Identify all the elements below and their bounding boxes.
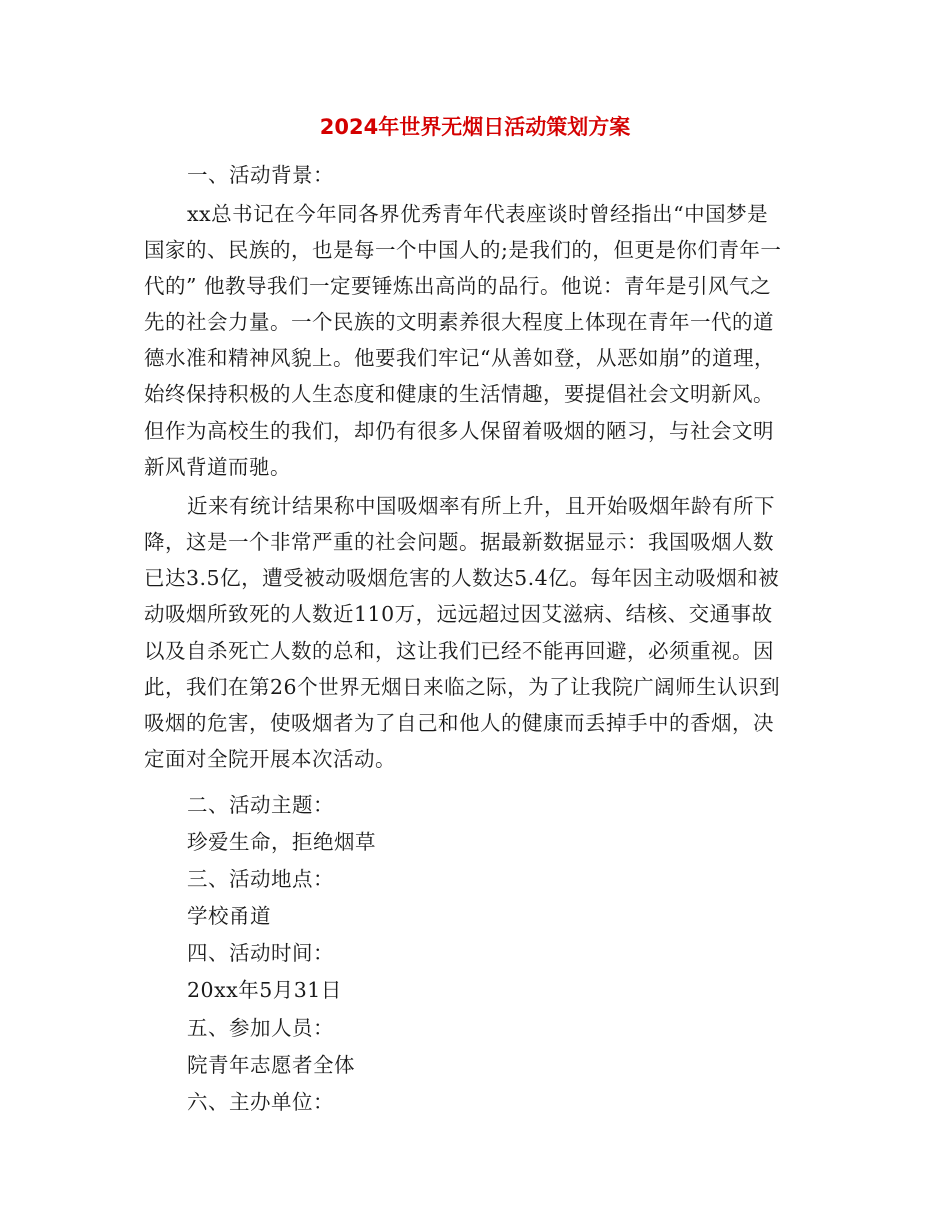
participants-heading: 五、参加人员： <box>187 1016 334 1040</box>
background-p2-line-5: 以及自杀死亡人数的总和，这让我们已经不能再回避，必须重视。因 <box>144 639 774 663</box>
organizer-heading: 六、主办单位： <box>187 1090 334 1114</box>
background-p2-line-1: 近来有统计结果称中国吸烟率有所上升，且开始吸烟年龄有所下 <box>187 494 775 518</box>
background-p1-line-7: 但作为高校生的我们，却仍有很多人保留着吸烟的陋习，与社会文明 <box>144 419 774 443</box>
background-p2-line-4: 动吸烟所致死的人数近110万，远远超过因艾滋病、结核、交通事故 <box>144 602 773 626</box>
background-p2-line-8: 定面对全院开展本次活动。 <box>144 747 396 771</box>
background-p2-line-6: 此，我们在第26个世界无烟日来临之际，为了让我院广阔师生认识到 <box>144 675 781 699</box>
background-p1-line-3: 代的” 他教导我们一定要锤炼出高尚的品行。他说：青年是引风气之 <box>144 274 771 298</box>
theme-value: 珍爱生命，拒绝烟草 <box>187 830 376 854</box>
location-heading: 三、活动地点： <box>187 867 334 891</box>
background-p1-line-1: xx总书记在今年同各界优秀青年代表座谈时曾经指出“中国梦是 <box>187 202 769 226</box>
time-value: 20xx年5月31日 <box>187 978 342 1002</box>
background-p2-line-7: 吸烟的危害，使吸烟者为了自己和他人的健康而丢掉手中的香烟，决 <box>144 711 774 735</box>
participants-value: 院青年志愿者全体 <box>187 1053 355 1077</box>
location-value: 学校甬道 <box>187 904 271 928</box>
background-p1-line-2: 国家的、民族的，也是每一个中国人的;是我们的，但更是你们青年一 <box>144 238 782 262</box>
background-p1-line-6: 始终保持积极的人生态度和健康的生活情趣，要提倡社会文明新风。 <box>144 382 774 406</box>
background-p1-line-5: 德水准和精神风貌上。他要我们牢记“从善如登，从恶如崩”的道理， <box>144 346 775 370</box>
background-p2-line-3: 已达3.5亿，遭受被动吸烟危害的人数达5.4亿。每年因主动吸烟和被 <box>144 566 780 590</box>
background-p2-line-2: 降，这是一个非常严重的社会问题。据最新数据显示：我国吸烟人数 <box>144 530 774 554</box>
theme-heading: 二、活动主题： <box>187 793 334 817</box>
background-p1-line-8: 新风背道而驰。 <box>144 455 291 479</box>
document-title: 2024年世界无烟日活动策划方案 <box>319 115 631 139</box>
time-heading: 四、活动时间： <box>187 941 334 965</box>
background-p1-line-4: 先的社会力量。一个民族的文明素养很大程度上体现在青年一代的道 <box>144 310 774 334</box>
background-heading: 一、活动背景： <box>187 163 334 187</box>
